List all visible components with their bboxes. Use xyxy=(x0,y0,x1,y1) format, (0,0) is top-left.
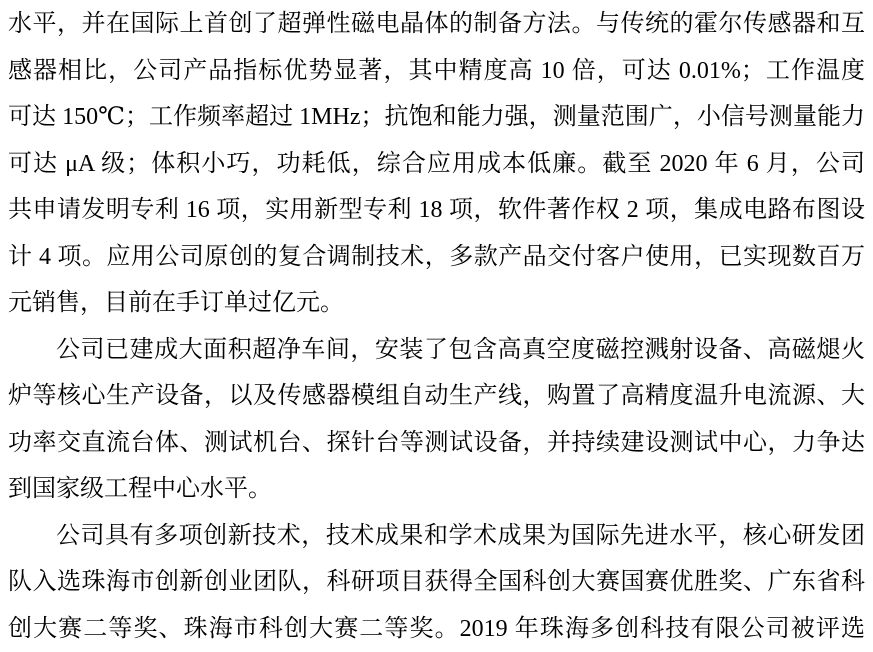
paragraph xyxy=(8,513,865,652)
text-line: 炉等核心生产设备，以及传感器模组自动生产线，购置了高精度温升电流源、大 xyxy=(8,383,865,409)
text-line: 到国家级工程中心水平。 xyxy=(8,476,272,502)
text-line: 功率交直流台体、测试机台、探针台等测试设备，并持续建设测试中心，力争达 xyxy=(8,429,865,456)
text-line: 创大赛二等奖、珠海市科创大赛二等奖。2019 年珠海多创科技有限公司被评选 xyxy=(8,615,865,642)
text-line: 水平，并在国际上首创了超弹性磁电晶体的制备方法。与传统的霍尔传感器和互 xyxy=(8,11,865,37)
paragraph xyxy=(8,1,865,327)
text-line: 共申请发明专利 16 项，实用新型专利 18 项，软件著作权 2 项，集成电路布图设 xyxy=(8,197,865,223)
text-line: 队入选珠海市创新创业团队，科研项目获得全国科创大赛国赛优胜奖、广东省科 xyxy=(8,569,865,595)
text-line: 感器相比，公司产品指标优势显著，其中精度高 10 倍，可达 0.01%；工作温度 xyxy=(8,57,865,84)
text-line: 可达 150℃；工作频率超过 1MHz；抗饱和能力强，测量范围广，小信号测量能力 xyxy=(8,104,865,130)
text-line: 元销售，目前在手订单过亿元。 xyxy=(8,290,344,316)
text-line: 计 4 项。应用公司原创的复合调制技术，多款产品交付客户使用，已实现数百万 xyxy=(8,243,865,270)
text-line: 公司具有多项创新技术，技术成果和学术成果为国际先进水平，核心研发团 xyxy=(56,522,865,549)
text-line: 可达 μA 级；体积小巧，功耗低，综合应用成本低廉。截至 2020 年 6 月，公司 xyxy=(8,150,865,177)
text-line: 公司已建成大面积超净车间，安装了包含高真空度磁控溅射设备、高磁煺火 xyxy=(56,336,865,363)
paragraph xyxy=(8,327,865,513)
